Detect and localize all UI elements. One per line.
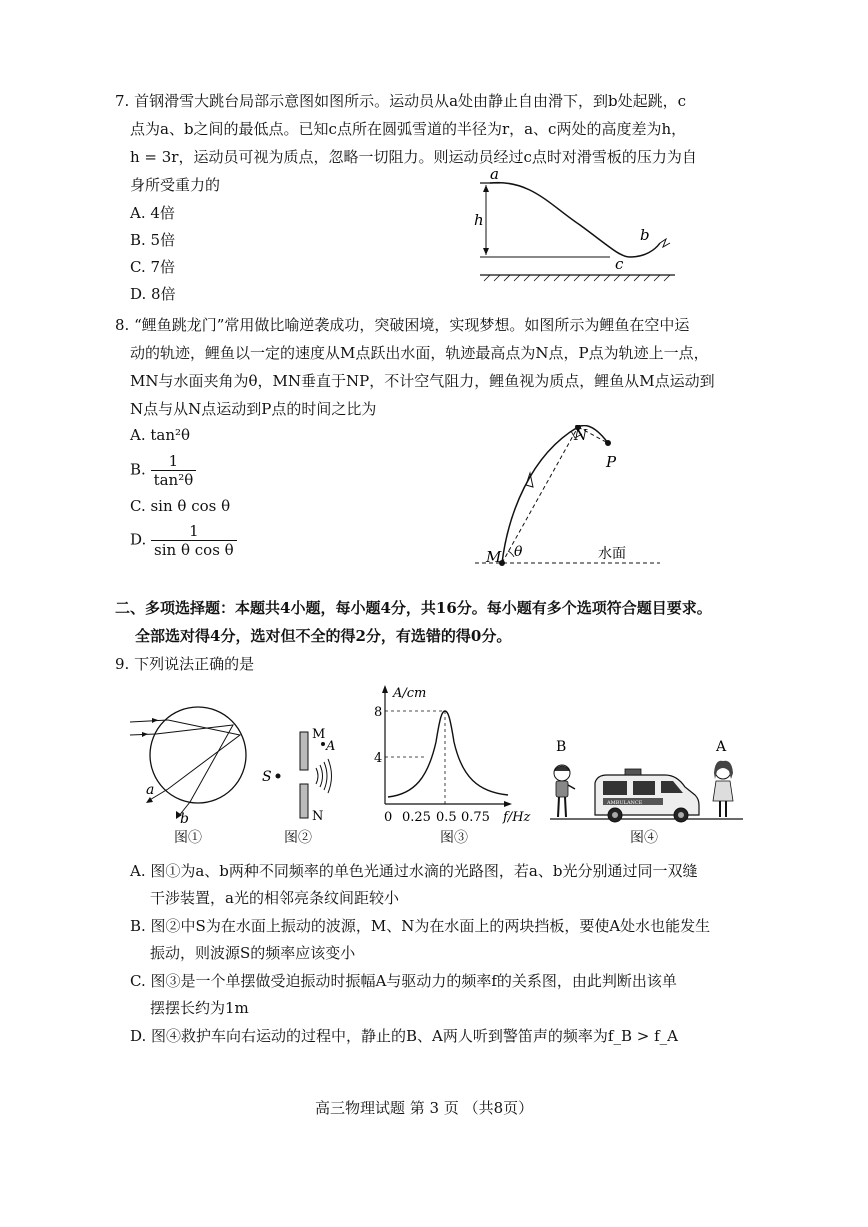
q9-fig1-label-b: b (180, 811, 189, 825)
q7-option-c: C. 7倍 (130, 258, 176, 276)
q9-option-a-line-2: 干涉装置，a光的相邻亮条纹间距较小 (150, 889, 399, 907)
section-2-line-1: 二、多项选择题：本题共4小题，每小题4分，共16分。每小题有多个选项符合题目要求。 (115, 599, 712, 617)
page-footer: 高三物理试题 第 3 页 （共8页） (315, 1099, 534, 1117)
q8-option-d-numerator: 1 (151, 522, 237, 541)
q8-option-d-label: D. (130, 530, 147, 549)
q9-fig3-xtick-075: 0.75 (461, 810, 490, 825)
q8-option-a: A. tan²θ (130, 426, 191, 444)
q8-option-d-fraction (151, 522, 237, 559)
q9-caption-4: 图④ (630, 830, 658, 846)
q8-option-d (130, 522, 237, 559)
q8-option-b-label: B. (130, 460, 146, 479)
q9-fig4-label-b: B (556, 739, 567, 755)
q9-option-a-line-1: A. 图①为a、b两种不同频率的单色光通过水滴的光路图，若a、b光分别通过同一双缝 (130, 862, 698, 880)
q9-figure-4-ambulance-scene (545, 735, 745, 827)
q9-figure-1-droplet (128, 695, 253, 825)
q9-fig1-label-a: a (146, 782, 155, 798)
q9-fig3-ytick-8: 8 (374, 705, 383, 720)
q7-option-a: A. 4倍 (130, 204, 175, 222)
q8-option-c: C. sin θ cos θ (130, 497, 231, 515)
q7-line-1: 7. 首钢滑雪大跳台局部示意图如图所示。运动员从a处由静止自由滑下，到b处起跳，c (115, 92, 687, 110)
q7-option-d: D. 8倍 (130, 285, 176, 303)
q9-option-b-line-2: 振动，则波源S的频率应该变小 (150, 944, 356, 962)
q9-fig2-label-a: A (326, 739, 336, 754)
q8-line-2: 动的轨迹，鲤鱼以一定的速度从M点跃出水面，轨迹最高点为N点，P点为轨迹上一点， (130, 344, 709, 362)
q9-option-b-line-1: B. 图②中S为在水面上振动的波源，M、N为在水面上的两块挡板，要使A处水也能发生 (130, 917, 711, 935)
q9-fig2-label-m: M (312, 727, 326, 742)
q8-option-b-fraction (151, 452, 197, 489)
q9-figure-2-diffraction (258, 718, 348, 823)
q9-option-c-line-2: 摆摆长约为1m (150, 999, 249, 1017)
q7-line-3: h = 3r，运动员可视为质点，忽略一切阻力。则运动员经过c点时对滑雪板的压力为自 (130, 148, 697, 166)
q8-option-b-numerator: 1 (151, 452, 197, 471)
q9-fig4-label-a: A (716, 739, 727, 755)
q8-label-theta: θ (514, 544, 523, 560)
q9-option-c-line-1: C. 图③是一个单摆做受迫振动时振幅A与驱动力的频率f的关系图，由此判断出该单 (130, 972, 677, 990)
q8-option-b (130, 452, 196, 489)
q8-label-water: 水面 (598, 546, 626, 562)
q7-label-b: b (640, 226, 650, 244)
section-2-line-2: 全部选对得4分，选对但不全的得2分，有选错的得0分。 (135, 627, 512, 645)
q7-ski-jump-figure (470, 165, 690, 285)
q8-label-p: P (606, 453, 617, 471)
q9-figure-3-resonance-chart (360, 682, 540, 827)
q8-line-3: MN与水面夹角为θ，MN垂直于NP，不计空气阻力，鲤鱼视为质点，鲤鱼从M点运动到 (130, 372, 715, 390)
q9-fig3-xtick-0: 0 (384, 810, 393, 825)
q8-label-m: M (486, 548, 502, 566)
q9-fig3-ytick-4: 4 (374, 751, 383, 766)
q9-fig3-xlabel: f/Hz (503, 810, 531, 825)
q9-fig3-xtick-05: 0.5 (436, 810, 457, 825)
q9-fig2-label-n: N (312, 809, 324, 823)
q9-fig3-xtick-025: 0.25 (402, 810, 431, 825)
q7-label-a: a (490, 165, 499, 183)
q9-caption-1: 图① (174, 830, 202, 846)
q9-caption-3: 图③ (440, 830, 468, 846)
q8-line-1: 8. “鲤鱼跳龙门”常用做比喻逆袭成功，突破困境，实现梦想。如图所示为鲤鱼在空中运 (115, 316, 690, 334)
q8-option-b-denominator: tan²θ (153, 471, 194, 489)
q9-fig4-sign: AMBULANCE (607, 800, 643, 806)
q9-stem: 9. 下列说法正确的是 (115, 655, 255, 673)
q9-fig2-label-s: S (262, 769, 272, 785)
q8-line-4: N点与从N点运动到P点的时间之比为 (130, 400, 377, 418)
q8-label-n: N (574, 426, 588, 444)
q9-option-d: D. 图④救护车向右运动的过程中，静止的B、A两人听到警笛声的频率为f_B > f_A (130, 1027, 678, 1045)
q7-line-2: 点为a、b之间的最低点。已知c点所在圆弧雪道的半径为r，a、c两处的高度差为h， (130, 120, 687, 138)
q8-option-d-denominator: sin θ cos θ (154, 541, 234, 559)
q7-line-4: 身所受重力的 (130, 176, 221, 194)
q9-caption-2: 图② (284, 830, 312, 846)
q7-option-b: B. 5倍 (130, 231, 176, 249)
q7-label-c: c (615, 255, 624, 273)
q7-label-h: h (474, 211, 484, 229)
q9-fig3-ylabel: A/cm (393, 686, 427, 701)
q8-carp-trajectory-figure (470, 425, 670, 575)
